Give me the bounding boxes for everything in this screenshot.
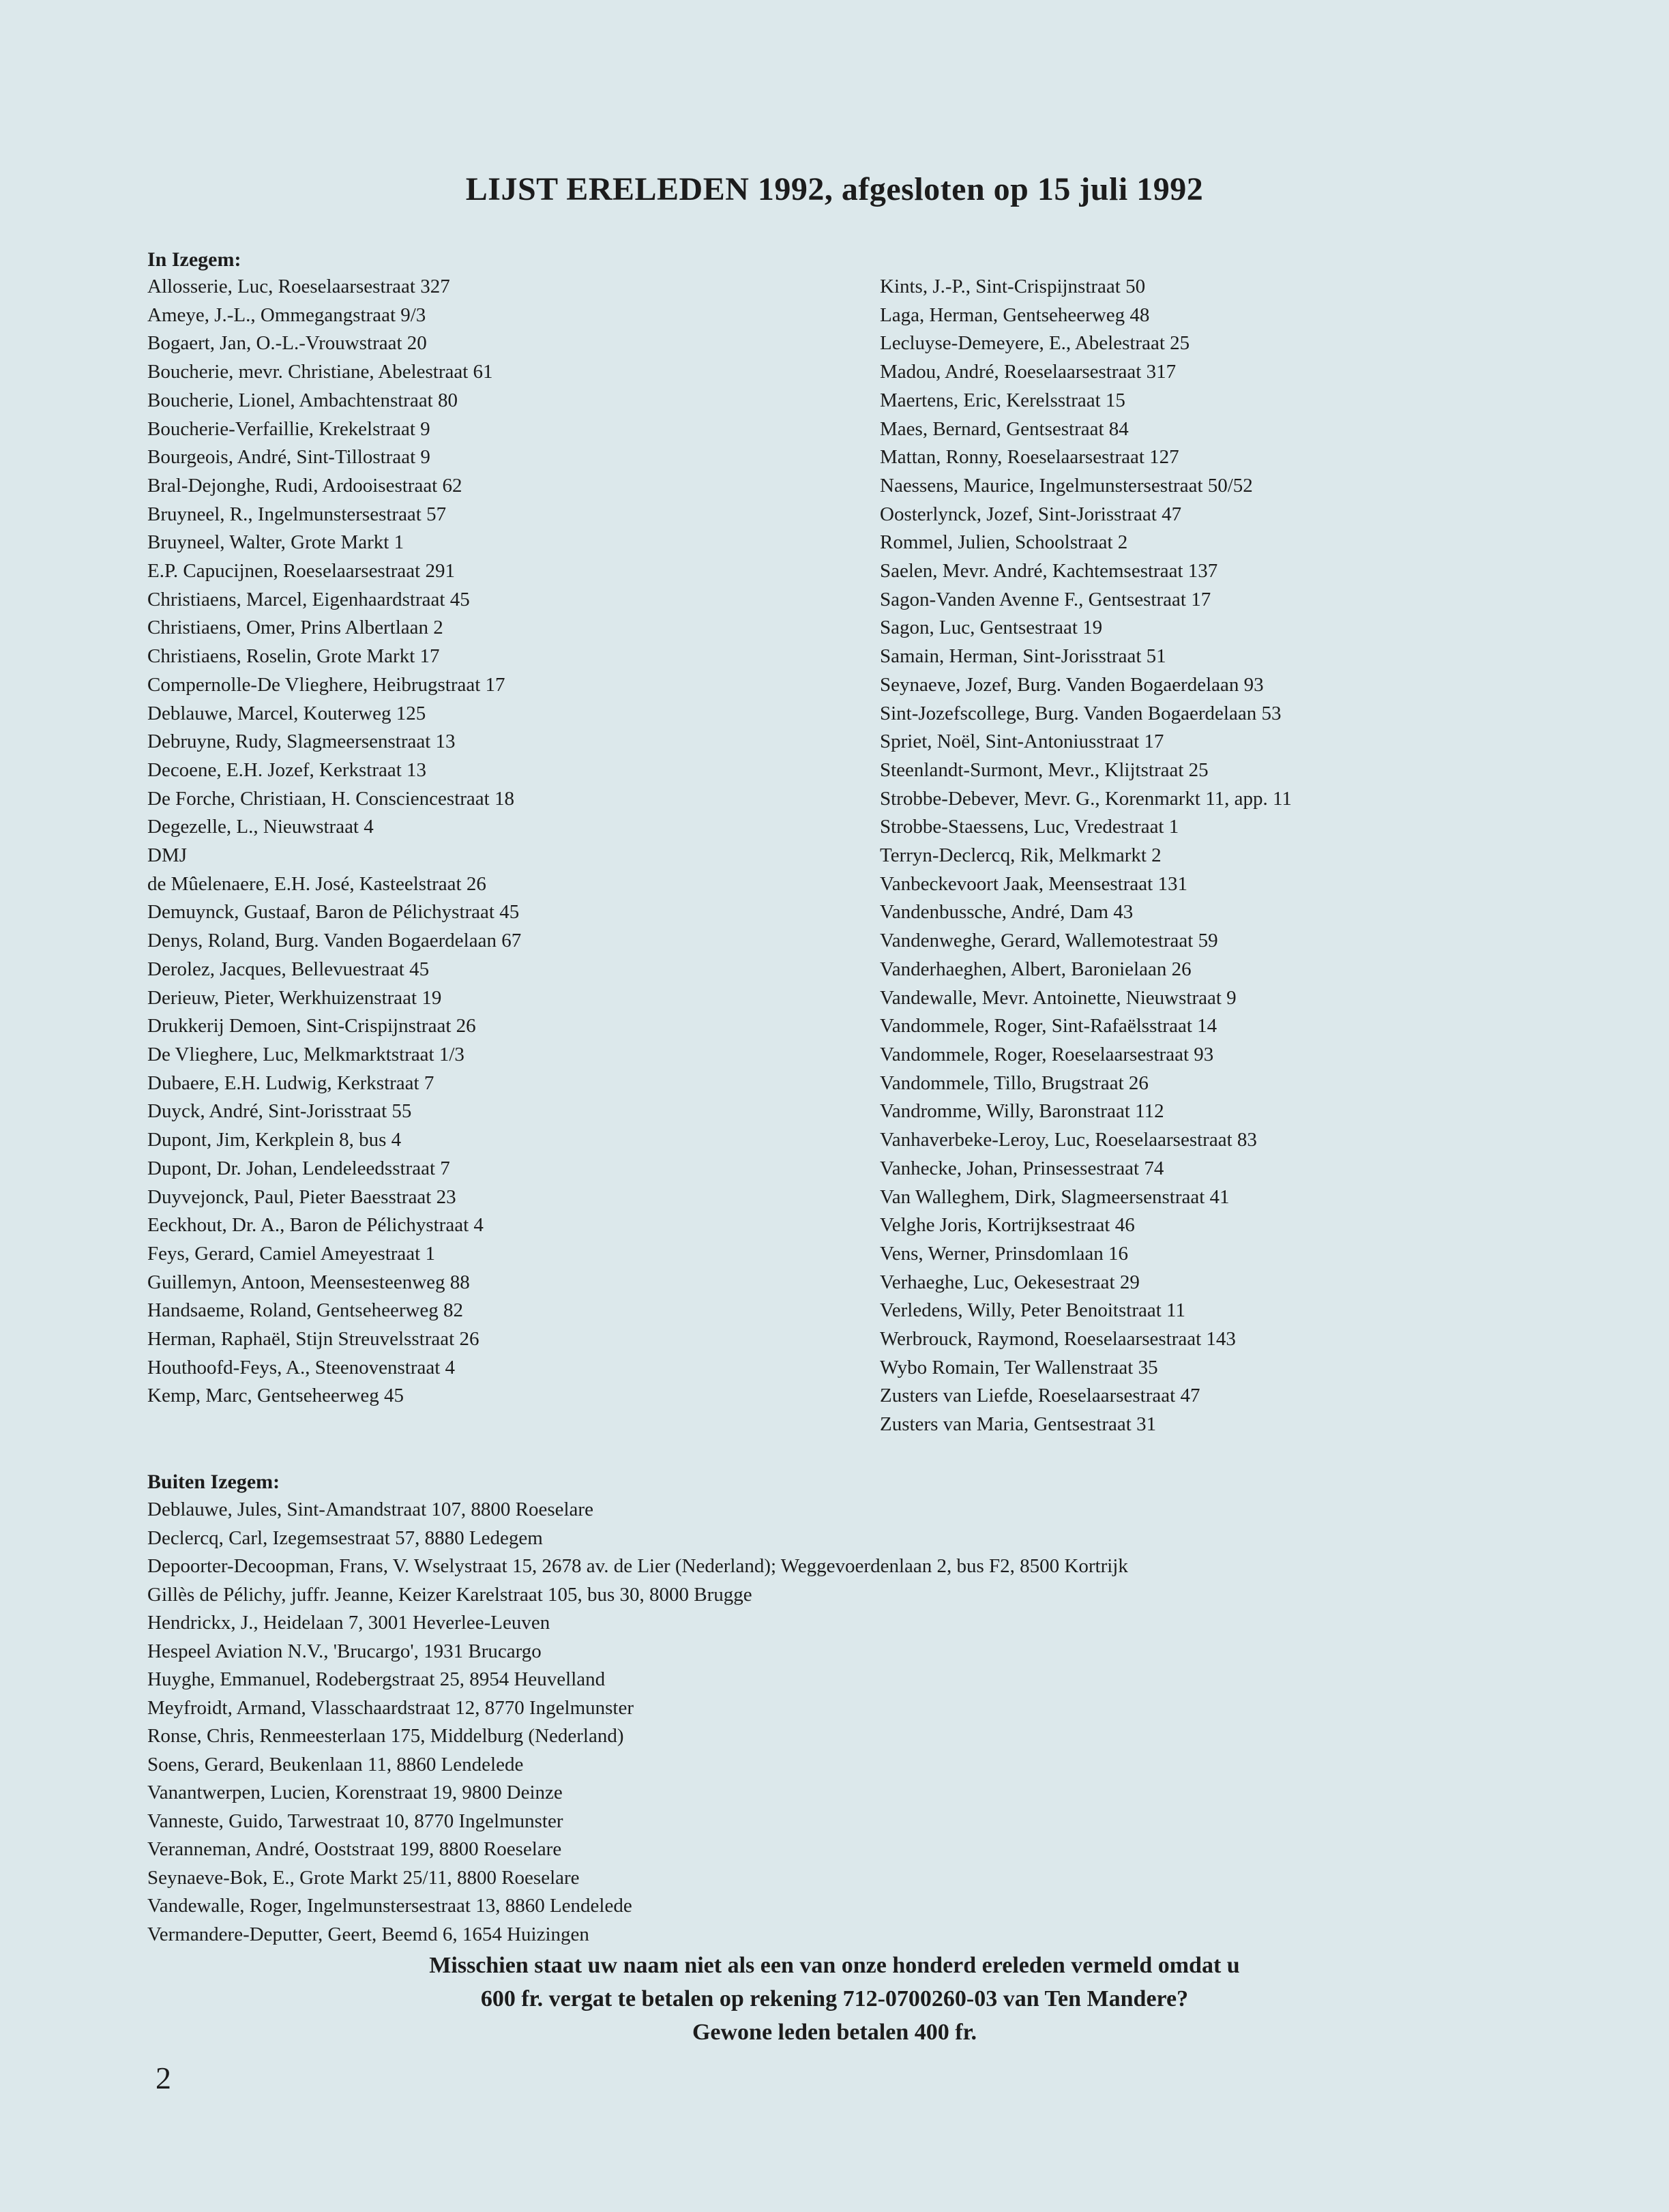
member-entry: Handsaeme, Roland, Gentseheerweg 82 xyxy=(147,1299,464,1322)
member-entry: Bruyneel, R., Ingelmunstersestraat 57 xyxy=(147,503,447,525)
member-entry: Maertens, Eric, Kerelsstraat 15 xyxy=(880,389,1125,411)
member-entry: Christiaens, Marcel, Eigenhaardstraat 45 xyxy=(147,588,470,610)
section-heading-buiten-izegem: Buiten Izegem: xyxy=(147,1471,280,1493)
member-entry: Allosserie, Luc, Roeselaarsestraat 327 xyxy=(147,276,450,297)
member-entry: Vermandere-Deputter, Geert, Beemd 6, 1654 Huizingen xyxy=(147,1923,589,1945)
member-entry: Vanderhaeghen, Albert, Baronielaan 26 xyxy=(880,958,1192,980)
member-entry: Meyfroidt, Armand, Vlasschaardstraat 12, 8770 Ingelmunster xyxy=(147,1696,634,1719)
member-entry: Deblauwe, Jules, Sint-Amandstraat 107, 8800 Roeselare xyxy=(147,1499,593,1520)
member-entry: Velghe Joris, Kortrijksestraat 46 xyxy=(880,1214,1135,1237)
member-entry: Boucherie, Lionel, Ambachtenstraat 80 xyxy=(147,389,458,411)
member-entry: Eeckhout, Dr. A., Baron de Pélichystraat 4 xyxy=(147,1214,484,1237)
member-entry: Vandromme, Willy, Baronstraat 112 xyxy=(880,1100,1164,1123)
member-entry: Strobbe-Staessens, Luc, Vredestraat 1 xyxy=(880,816,1179,838)
member-entry: Steenlandt-Surmont, Mevr., Klijtstraat 25 xyxy=(880,758,1209,781)
member-entry: Compernolle-De Vlieghere, Heibrugstraat 17 xyxy=(147,673,505,696)
member-entry: Depoorter-Decoopman, Frans, V. Wselystraat 15, 2678 av. de Lier (Nederland); Weggevoerdenlaan 2, bus F2, 8500 Kortrijk xyxy=(147,1555,1128,1577)
member-entry: Van Walleghem, Dirk, Slagmeersenstraat 41 xyxy=(880,1185,1230,1208)
member-entry: Sint-Jozefscollege, Burg. Vanden Bogaerdelaan 53 xyxy=(880,702,1282,724)
member-entry: Wybo Romain, Ter Wallenstraat 35 xyxy=(880,1356,1158,1378)
member-entry: Drukkerij Demoen, Sint-Crispijnstraat 26 xyxy=(147,1015,476,1037)
member-entry: Hendrickx, J., Heidelaan 7, 3001 Heverlee-Leuven xyxy=(147,1612,550,1634)
member-entry: Hespeel Aviation N.V., 'Brucargo', 1931 Brucargo xyxy=(147,1640,542,1662)
member-entry: Declercq, Carl, Izegemsestraat 57, 8880 Ledegem xyxy=(147,1527,543,1549)
member-entry: Huyghe, Emmanuel, Rodebergstraat 25, 8954 Heuvelland xyxy=(147,1668,606,1690)
member-entry: Herman, Raphaël, Stijn Streuvelsstraat 26 xyxy=(147,1328,479,1351)
member-entry: Seynaeve, Jozef, Burg. Vanden Bogaerdelaan 93 xyxy=(880,673,1264,696)
member-entry: Sagon-Vanden Avenne F., Gentsestraat 17 xyxy=(880,588,1211,610)
member-entry: Rommel, Julien, Schoolstraat 2 xyxy=(880,531,1128,554)
member-entry: Christiaens, Omer, Prins Albertlaan 2 xyxy=(147,617,443,639)
member-entry: Vandewalle, Roger, Ingelmunstersestraat 13, 8860 Lendelede xyxy=(147,1895,632,1917)
member-entry: Debruyne, Rudy, Slagmeersenstraat 13 xyxy=(147,731,456,753)
member-entry: Bral-Dejonghe, Rudi, Ardooisestraat 62 xyxy=(147,474,462,497)
notice-line-1: Misschien staat uw naam niet als een van onze honderd ereleden vermeld omdat u xyxy=(429,1953,1240,1978)
member-entry: Samain, Herman, Sint-Jorisstraat 51 xyxy=(880,645,1166,668)
member-entry: Vens, Werner, Prinsdomlaan 16 xyxy=(880,1242,1129,1265)
member-entry: Saelen, Mevr. André, Kachtemsestraat 137 xyxy=(880,560,1218,583)
member-entry: Kints, J.-P., Sint-Crispijnstraat 50 xyxy=(880,276,1146,297)
member-entry: Dupont, Jim, Kerkplein 8, bus 4 xyxy=(147,1129,402,1151)
member-entry: Mattan, Ronny, Roeselaarsestraat 127 xyxy=(880,446,1179,469)
member-entry: Verledens, Willy, Peter Benoitstraat 11 xyxy=(880,1299,1185,1322)
member-entry: Bruyneel, Walter, Grote Markt 1 xyxy=(147,531,404,554)
member-entry: Veranneman, André, Ooststraat 199, 8800 Roeselare xyxy=(147,1838,562,1860)
member-entry: Naessens, Maurice, Ingelmunstersestraat 50/52 xyxy=(880,474,1253,497)
member-entry: Ameye, J.-L., Ommegangstraat 9/3 xyxy=(147,304,426,326)
member-entry: Vandewalle, Mevr. Antoinette, Nieuwstraat 9 xyxy=(880,986,1237,1009)
notice-line-3: Gewone leden betalen 400 fr. xyxy=(692,2020,977,2045)
member-entry: Christiaens, Roselin, Grote Markt 17 xyxy=(147,645,440,668)
member-entry: Soens, Gerard, Beukenlaan 11, 8860 Lendelede xyxy=(147,1753,524,1775)
member-entry: Bourgeois, André, Sint-Tillostraat 9 xyxy=(147,446,430,469)
member-entry: Zusters van Liefde, Roeselaarsestraat 47 xyxy=(880,1385,1200,1407)
member-entry: Dubaere, E.H. Ludwig, Kerkstraat 7 xyxy=(147,1072,434,1094)
member-entry: Denys, Roland, Burg. Vanden Bogaerdelaan 67 xyxy=(147,930,522,952)
member-entry: Boucherie-Verfaillie, Krekelstraat 9 xyxy=(147,417,430,440)
member-entry: Vanantwerpen, Lucien, Korenstraat 19, 9800 Deinze xyxy=(147,1782,563,1803)
member-entry: Vandommele, Tillo, Brugstraat 26 xyxy=(880,1072,1149,1094)
member-entry: Spriet, Noël, Sint-Antoniusstraat 17 xyxy=(880,731,1164,753)
member-entry: Duyck, André, Sint-Jorisstraat 55 xyxy=(147,1100,412,1123)
members-list-left-column xyxy=(147,273,521,1411)
page-title: LIJST ERELEDEN 1992, afgesloten op 15 juli 1992 xyxy=(465,171,1204,207)
member-entry: Decoene, E.H. Jozef, Kerkstraat 13 xyxy=(147,758,427,781)
member-entry: Terryn-Declercq, Rik, Melkmarkt 2 xyxy=(880,844,1162,867)
member-entry: Houthoofd-Feys, A., Steenovenstraat 4 xyxy=(147,1356,456,1378)
member-entry: Seynaeve-Bok, E., Grote Markt 25/11, 8800 Roeselare xyxy=(147,1866,580,1889)
member-entry: DMJ xyxy=(147,844,188,867)
member-entry: Gillès de Pélichy, juffr. Jeanne, Keizer Karelstraat 105, bus 30, 8000 Brugge xyxy=(147,1583,752,1606)
member-entry: Madou, André, Roeselaarsestraat 317 xyxy=(880,361,1177,383)
member-entry: Laga, Herman, Gentseheerweg 48 xyxy=(880,304,1150,326)
member-entry: Vandommele, Roger, Sint-Rafaëlsstraat 14 xyxy=(880,1015,1217,1037)
member-entry: Sagon, Luc, Gentsestraat 19 xyxy=(880,617,1103,639)
member-entry: de Mûelenaere, E.H. José, Kasteelstraat 26 xyxy=(147,872,486,895)
members-list-right-column xyxy=(880,273,1292,1439)
member-entry: Strobbe-Debever, Mevr. G., Korenmarkt 11, app. 11 xyxy=(880,787,1292,810)
member-entry: E.P. Capucijnen, Roeselaarsestraat 291 xyxy=(147,560,455,583)
member-entry: Oosterlynck, Jozef, Sint-Jorisstraat 47 xyxy=(880,503,1182,525)
member-entry: Deblauwe, Marcel, Kouterweg 125 xyxy=(147,702,426,724)
member-entry: Demuynck, Gustaaf, Baron de Pélichystraat 45 xyxy=(147,901,520,924)
member-entry: Maes, Bernard, Gentsestraat 84 xyxy=(880,417,1129,440)
member-entry: Boucherie, mevr. Christiane, Abelestraat 61 xyxy=(147,361,493,383)
section-heading-in-izegem: In Izegem: xyxy=(147,248,241,271)
payment-notice xyxy=(0,1949,1669,2049)
member-entry: Zusters van Maria, Gentsestraat 31 xyxy=(880,1413,1157,1436)
notice-line-2: 600 fr. vergat te betalen op rekening 712-0700260-03 van Ten Mandere? xyxy=(480,1986,1189,2011)
member-entry: Feys, Gerard, Camiel Ameyestraat 1 xyxy=(147,1242,435,1265)
member-entry: De Vlieghere, Luc, Melkmarktstraat 1/3 xyxy=(147,1043,464,1065)
member-entry: Vandommele, Roger, Roeselaarsestraat 93 xyxy=(880,1043,1214,1065)
member-entry: Vanhaverbeke-Leroy, Luc, Roeselaarsestraat 83 xyxy=(880,1129,1257,1151)
member-entry: Derolez, Jacques, Bellevuestraat 45 xyxy=(147,958,430,980)
member-entry: Kemp, Marc, Gentseheerweg 45 xyxy=(147,1385,404,1407)
member-entry: Werbrouck, Raymond, Roeselaarsestraat 143 xyxy=(880,1328,1236,1351)
members-list-outside xyxy=(147,1496,1128,1949)
member-entry: Degezelle, L., Nieuwstraat 4 xyxy=(147,816,374,838)
page-number: 2 xyxy=(156,2061,171,2095)
member-entry: Vanhecke, Johan, Prinsessestraat 74 xyxy=(880,1157,1164,1179)
member-entry: De Forche, Christiaan, H. Consciencestraat 18 xyxy=(147,787,514,810)
member-entry: Vandenbussche, André, Dam 43 xyxy=(880,901,1134,924)
member-entry: Lecluyse-Demeyere, E., Abelestraat 25 xyxy=(880,332,1190,355)
member-entry: Guillemyn, Antoon, Meensesteenweg 88 xyxy=(147,1271,470,1293)
member-entry: Vandenweghe, Gerard, Wallemotestraat 59 xyxy=(880,930,1218,952)
member-entry: Duyvejonck, Paul, Pieter Baesstraat 23 xyxy=(147,1185,456,1208)
member-entry: Ronse, Chris, Renmeesterlaan 175, Middelburg (Nederland) xyxy=(147,1725,624,1747)
member-entry: Verhaeghe, Luc, Oekesestraat 29 xyxy=(880,1271,1140,1293)
member-entry: Derieuw, Pieter, Werkhuizenstraat 19 xyxy=(147,986,442,1009)
member-entry: Vanneste, Guido, Tarwestraat 10, 8770 Ingelmunster xyxy=(147,1810,563,1832)
member-entry: Dupont, Dr. Johan, Lendeleedsstraat 7 xyxy=(147,1157,450,1179)
member-entry: Vanbeckevoort Jaak, Meensestraat 131 xyxy=(880,872,1187,895)
member-entry: Bogaert, Jan, O.-L.-Vrouwstraat 20 xyxy=(147,332,427,355)
